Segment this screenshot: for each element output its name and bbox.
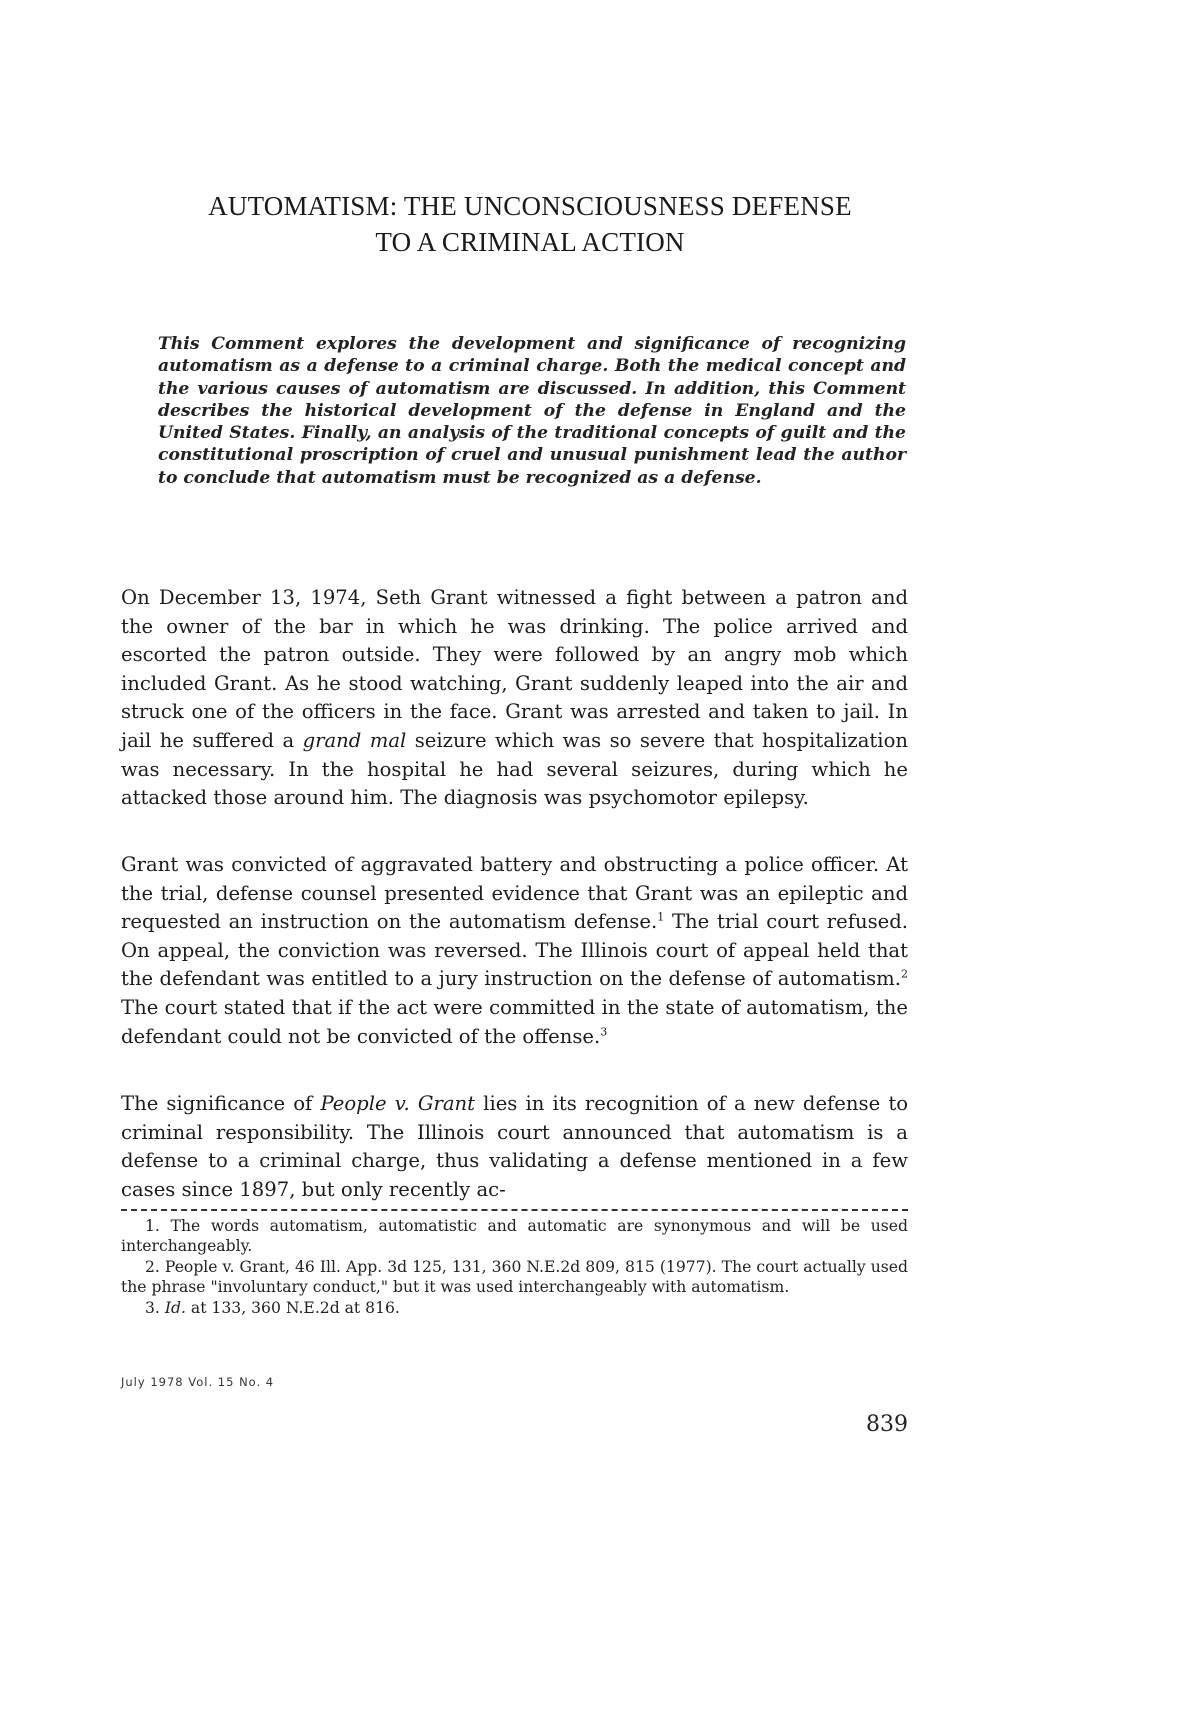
footnote-1: 1. The words automatism, automatistic and automatic are synonymous and will be used interchangeably. (121, 1217, 908, 1255)
footnote-2: 2. People v. Grant, 46 Ill. App. 3d 125, 131, 360 N.E.2d 809, 815 (1977). The court actually used the phrase "involuntary conduct," but it was used interchangeably with automatism. (121, 1258, 908, 1296)
article-title (100, 188, 960, 260)
body-paragraph-2 (121, 851, 908, 1051)
paragraph-text: The significance of (121, 1092, 321, 1115)
article-title-line-2: TO A CRIMINAL ACTION (375, 227, 685, 257)
footnote-3 (121, 1298, 908, 1318)
abstract: This Comment explores the development and significance of recognizing automatism as a defense to a criminal charge. Both the medical concept and the various causes of automatism are discussed. In addition, this Comment describes the historical development of the defense in England and the United States. Finally, an analysis of the traditional concepts of guilt and the constitutional proscription of cruel and unusual punishment lead the author to conclude that automatism must be recognized as a defense. (158, 334, 906, 488)
paragraph-text: lies in its recognition of a new defense to criminal responsibility. The Illinois court announced that automatism is a defense to a criminal charge, thus validating a defense mentioned in a few cases since 1897, but only recently ac- (121, 1092, 908, 1201)
footnotes (121, 1216, 908, 1319)
page-number: 839 (866, 1412, 908, 1437)
paragraph-text: On December 13, 1974, Seth Grant witnessed a fight between a patron and the owner of the bar in which he was drinking. The police arrived and escorted the patron outside. They were followed by an angry mob which included Grant. As he stood watching, Grant suddenly leaped into the air and struck one of the officers in the face. Grant was arrested and taken to jail. In jail he suffered a (121, 586, 908, 752)
paragraph-text: seizure which was so severe that hospitalization was necessary. In the hospital he had several seizures, during which he attacked those around him. The diagnosis was psychomotor epilepsy. (121, 728, 908, 810)
footnote-divider (121, 1209, 908, 1211)
body-paragraph-1 (121, 584, 908, 813)
footnote-ref-1[interactable]: 1 (657, 910, 665, 924)
paragraph-text: The court stated that if the act were committed in the state of automatism, the defendant could not be convicted of the offense. (121, 995, 908, 1048)
italic-term: grand mal (302, 728, 407, 752)
body-paragraph-3 (121, 1090, 908, 1204)
article-title-line-1: AUTOMATISM: THE UNCONSCIOUSNESS DEFENSE (208, 191, 852, 221)
footnote-ref-2[interactable]: 2 (901, 967, 908, 981)
paragraph-text: The trial court refused. On appeal, the conviction was reversed. The Illinois court of appeal held that the defendant was entitled to a jury instruction on the defense of automatism. (121, 910, 908, 991)
footnote-3-id: Id. (164, 1299, 186, 1317)
paragraph-text: Grant was convicted of aggravated battery and obstructing a police officer. At the trial, defense counsel presented evidence that Grant was an epileptic and requested an instruction on the automatism defense. (121, 853, 908, 934)
case-name: People v. Grant (320, 1092, 476, 1115)
journal-citation: July 1978 Vol. 15 No. 4 (121, 1375, 275, 1389)
footnote-3-number: 3. (145, 1299, 165, 1317)
footnote-3-text: at 133, 360 N.E.2d at 816. (185, 1299, 400, 1317)
footnote-ref-3[interactable]: 3 (600, 1025, 608, 1039)
